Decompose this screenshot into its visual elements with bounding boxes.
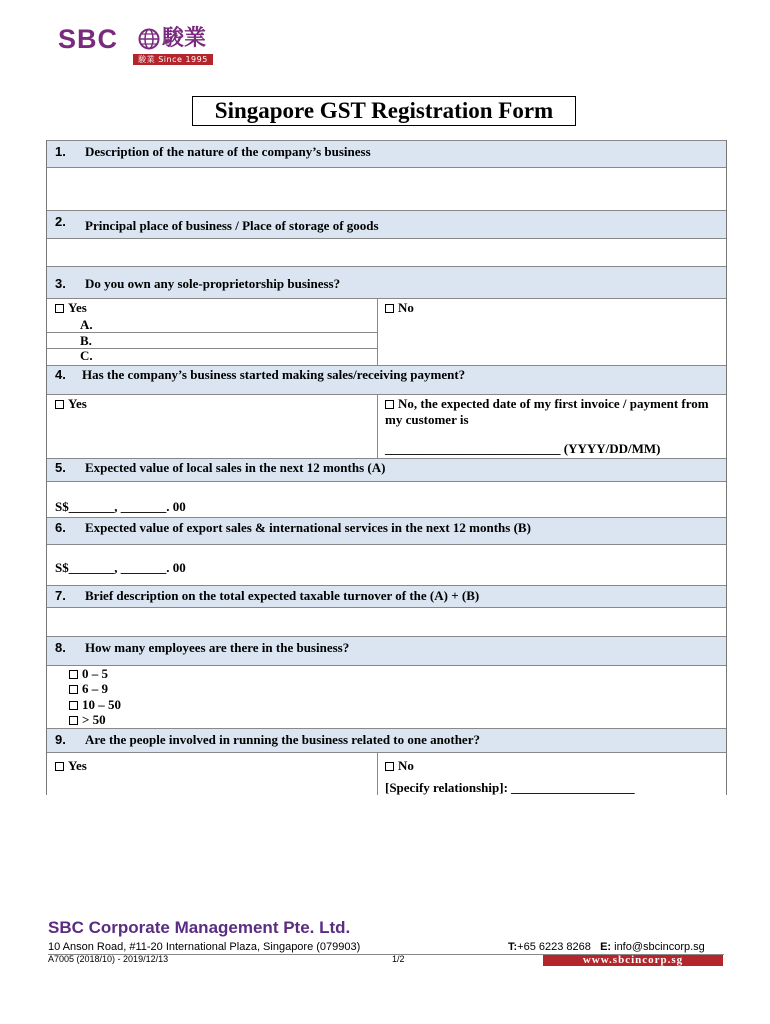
section-8-option-4[interactable]: > 50: [69, 712, 106, 728]
checkbox-icon: [69, 670, 78, 679]
section-5-question: Expected value of local sales in the next 12 months (A): [85, 460, 386, 475]
section-8-question: How many employees are there in the business?: [85, 640, 350, 655]
section-9-header: 9. Are the people involved in running the business related to one another?: [47, 728, 726, 753]
section-9-relationship-field[interactable]: [Specify relationship]: ___________________: [385, 780, 635, 795]
checkbox-icon: [55, 762, 64, 771]
checkbox-icon: [55, 400, 64, 409]
section-3-line-c[interactable]: C.: [80, 348, 93, 363]
section-2-header: 2. Principal place of business / Place of storage of goods: [47, 210, 726, 239]
checkbox-icon: [385, 762, 394, 771]
checkbox-icon: [55, 304, 64, 313]
footer-page-number: 1/2: [392, 954, 405, 964]
globe-icon: [138, 28, 160, 50]
section-3-divider: [377, 299, 378, 365]
page-title: Singapore GST Registration Form: [192, 96, 576, 126]
section-4-yes-option[interactable]: Yes: [55, 396, 87, 412]
section-3-line-a[interactable]: A.: [80, 317, 93, 332]
footer-website-link[interactable]: www.sbcincorp.sg: [543, 955, 723, 966]
logo-tagline: 駿業 Since 1995: [133, 54, 213, 65]
section-3-yes-option[interactable]: Yes: [55, 300, 87, 316]
section-9-no-option[interactable]: No: [385, 758, 414, 774]
section-6-header: 6. Expected value of export sales & international services in the next 12 months (B): [47, 517, 726, 545]
section-7-header: 7. Brief description on the total expected taxable turnover of the (A) + (B): [47, 585, 726, 608]
checkbox-icon: [69, 701, 78, 710]
section-8-option-1[interactable]: 0 – 5: [69, 666, 108, 682]
section-7-answer-field[interactable]: [47, 608, 726, 636]
checkbox-icon: [385, 304, 394, 313]
section-6-value-field[interactable]: S$_______, _______. 00: [55, 560, 186, 575]
section-1-answer-field[interactable]: [47, 168, 726, 210]
section-2-question: Principal place of business / Place of storage of goods: [85, 218, 379, 233]
section-8-option-2[interactable]: 6 – 9: [69, 681, 108, 697]
section-8-option-3[interactable]: 10 – 50: [69, 697, 121, 713]
section-5-value-field[interactable]: S$_______, _______. 00: [55, 499, 186, 514]
section-9-question: Are the people involved in running the business related to one another?: [85, 732, 480, 747]
section-3-line-b[interactable]: B.: [80, 333, 92, 348]
gst-form: [46, 140, 727, 795]
checkbox-icon: [385, 400, 394, 409]
footer-address: 10 Anson Road, #11-20 International Plaza, Singapore (079903): [48, 941, 361, 953]
footer-company-name: SBC Corporate Management Pte. Ltd.: [48, 918, 351, 937]
section-8-header: 8. How many employees are there in the business?: [47, 636, 726, 666]
section-3-no-option[interactable]: No: [385, 300, 414, 316]
section-3-header: 3. Do you own any sole-proprietorship business?: [47, 266, 726, 299]
section-4-question: Has the company’s business started making sales/receiving payment?: [82, 367, 466, 382]
footer-phone: +65 6223 8268: [517, 941, 591, 953]
company-logo: [58, 24, 218, 68]
section-9-yes-option[interactable]: Yes: [55, 758, 87, 774]
footer-form-code: A7005 (2018/10) - 2019/12/13: [48, 954, 169, 964]
logo-cjk: 駿業: [162, 26, 207, 51]
section-1-header: 1. Description of the nature of the company’s business: [47, 140, 726, 168]
section-3-question: Do you own any sole-proprietorship business?: [85, 276, 341, 291]
section-4-date-field[interactable]: ___________________________ (YYYY/DD/MM): [385, 441, 661, 456]
section-4-header: 4. Has the company’s business started making sales/receiving payment?: [47, 365, 726, 395]
footer-email-link[interactable]: info@sbcincorp.sg: [614, 941, 705, 953]
footer-contact: T:+65 6223 8268 E: info@sbcincorp.sg: [508, 941, 705, 953]
logo-brand: SBC: [58, 24, 119, 54]
section-1-question: Description of the nature of the company’s business: [85, 144, 371, 159]
section-9-divider: [377, 753, 378, 795]
section-4-no-option[interactable]: No, the expected date of my first invoice / payment from my customer is: [385, 396, 709, 427]
checkbox-icon: [69, 685, 78, 694]
checkbox-icon: [69, 716, 78, 725]
section-2-answer-field[interactable]: [47, 239, 726, 266]
section-5-header: 5. Expected value of local sales in the next 12 months (A): [47, 458, 726, 482]
section-4-divider: [377, 395, 378, 458]
section-7-question: Brief description on the total expected taxable turnover of the (A) + (B): [85, 588, 480, 603]
section-6-question: Expected value of export sales & international services in the next 12 months (B): [85, 520, 531, 535]
